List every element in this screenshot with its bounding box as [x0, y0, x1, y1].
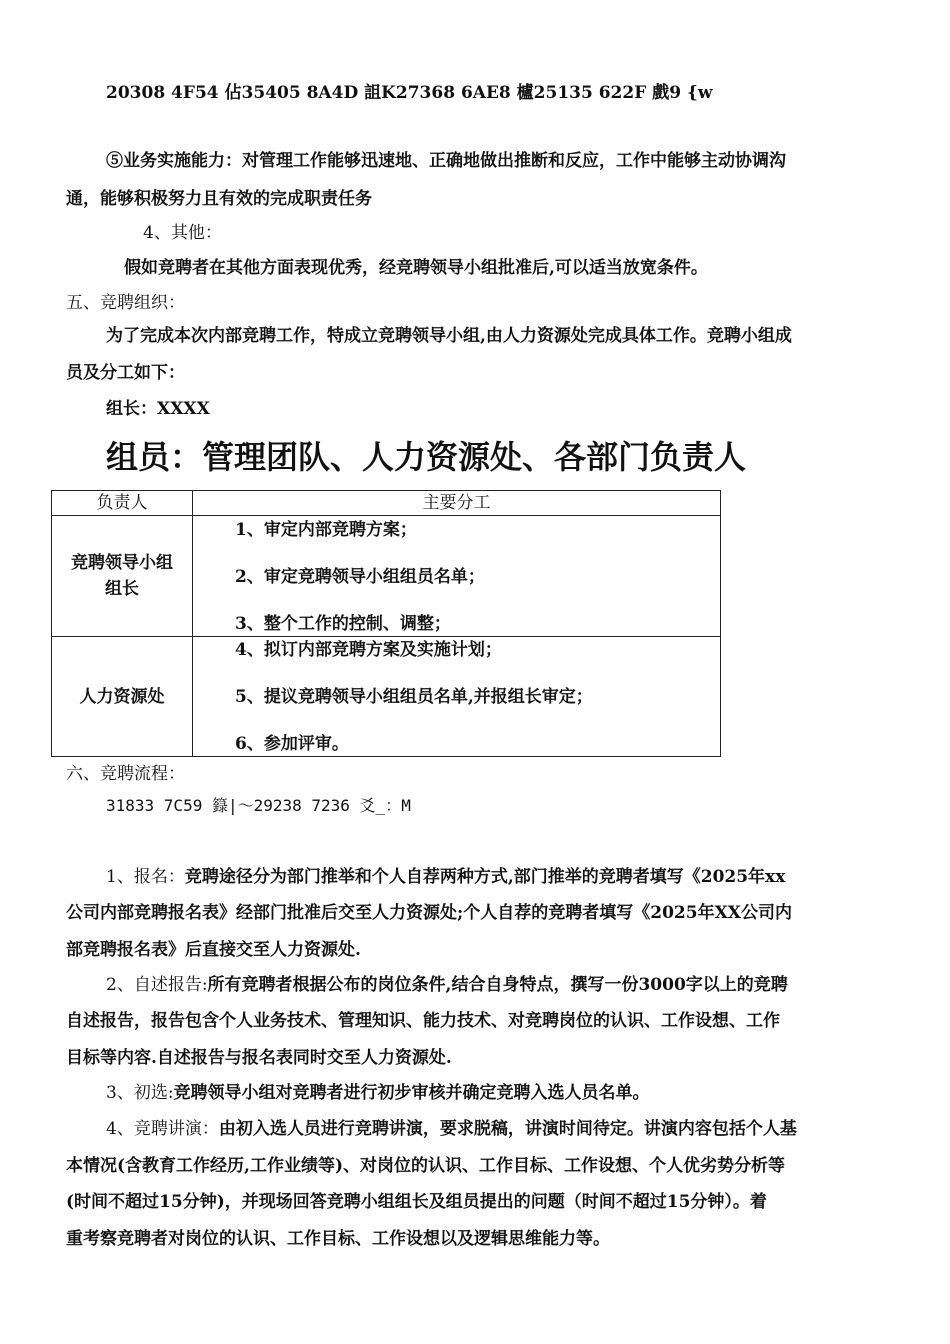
step3-label: 3、初选:: [106, 1083, 174, 1103]
table-header-tasks: 主要分工: [193, 491, 721, 516]
tasks-cell: [193, 516, 721, 637]
task-item: 1、审定内部竞聘方案；: [235, 520, 417, 540]
step4-line-2: 本情况(含教育工作经历,工作业绩等)、对岗位的认识、工作目标、工作设想、个人优劣势分析等: [66, 1156, 786, 1176]
ability-paragraph-line-2: 通，能够积极努力且有效的完成职责任务: [66, 189, 372, 209]
role-cell: [52, 516, 193, 637]
step2-line-3: 目标等内容.自述报告与报名表同时交至人力资源处.: [66, 1048, 452, 1068]
table-header-row: [52, 491, 721, 516]
step3-line-1: [106, 1078, 650, 1103]
step4-line-4: 重考察竞聘者对岗位的认识、工作目标、工作设想以及逻辑思维能力等。: [66, 1229, 610, 1249]
task-item: 3、整个工作的控制、调整；: [235, 614, 451, 634]
step2-line-2: 自述报告，报告包含个人业务技术、管理知识、能力技术、对竞聘岗位的认识、工作设想、工作: [66, 1011, 780, 1031]
table-header-responsible: 负责人: [52, 491, 193, 516]
step1-line-3: 部竞聘报名表》后直接交至人力资源处.: [66, 940, 361, 960]
role-name-line-2: 组长: [105, 579, 139, 599]
step2-label: 2、自述报告:: [106, 975, 208, 995]
section6-code: 31833 7C59 籙|～29238 7236 爻_：M: [106, 796, 411, 815]
step2-text-1: 所有竞聘者根据公布的岗位条件,结合自身特点，撰写一份3000字以上的竞聘: [207, 975, 788, 995]
tasks-cell: [193, 637, 721, 757]
section5-heading: 五、竞聘组织：: [66, 293, 185, 313]
members-heading: 组员：管理团队、人力资源处、各部门负责人: [106, 438, 747, 476]
step4-label: 4、竞聘讲演：: [106, 1119, 219, 1139]
section5-paragraph-line-1: 为了完成本次内部竞聘工作，特成立竞聘领导小组,由人力资源处完成具体工作。竞聘小组成: [106, 326, 792, 346]
ability-paragraph-line-1: ⑤业务实施能力：对管理工作能够迅速地、正确地做出推断和反应，工作中能够主动协调沟: [106, 151, 786, 171]
step1-line-1: [106, 862, 785, 887]
other-text: 假如竞聘者在其他方面表现优秀，经竞聘领导小组批准后,可以适当放宽条件。: [124, 258, 708, 278]
table-row: [52, 637, 721, 757]
step1-text-1: 竞聘途径分为部门推举和个人自荐两种方式,部门推举的竞聘者填写《2025年xx: [184, 867, 786, 887]
step4-text-1: 由初入选人员进行竞聘讲演，要求脱稿，讲演时间待定。讲演内容包括个人基: [218, 1119, 797, 1139]
role-name-line-1: 竞聘领导小组: [71, 553, 173, 573]
step4-line-3: (时间不超过15分钟)，并现场回答竞聘小组组长及组员提出的问题（时间不超过15分钟）。着: [66, 1192, 767, 1212]
table-row: [52, 516, 721, 637]
role-table: [51, 490, 721, 757]
other-heading: 4、其他：: [143, 223, 222, 243]
step3-text-1: 竞聘领导小组对竞聘者进行初步审核并确定竞聘入选人员名单。: [173, 1083, 650, 1103]
step1-label: 1、报名：: [106, 867, 185, 887]
header-code: 20308 4F54 佔35405 8A4D 詛K27368 6AE8 櫨25135 622F 戲9 {w: [106, 83, 713, 103]
leader-line: 组长：XXXX: [106, 399, 210, 419]
role-cell: [52, 637, 193, 757]
role-name-line-1: 人力资源处: [79, 686, 165, 707]
task-item: 2、审定竞聘领导小组组员名单；: [235, 567, 485, 587]
step2-line-1: [106, 970, 788, 995]
section5-paragraph-line-2: 员及分工如下：: [66, 363, 185, 383]
task-item: 4、拟订内部竞聘方案及实施计划；: [235, 640, 502, 660]
task-item: 5、提议竞聘领导小组组员名单,并报组长审定；: [235, 687, 593, 707]
task-item: 6、参加评审。: [235, 734, 349, 754]
step4-line-1: [106, 1114, 797, 1139]
step1-line-2: 公司内部竞聘报名表》经部门批准后交至人力资源处;个人自荐的竞聘者填写《2025年XX公司内: [66, 903, 792, 923]
section6-heading: 六、竞聘流程：: [66, 764, 185, 784]
